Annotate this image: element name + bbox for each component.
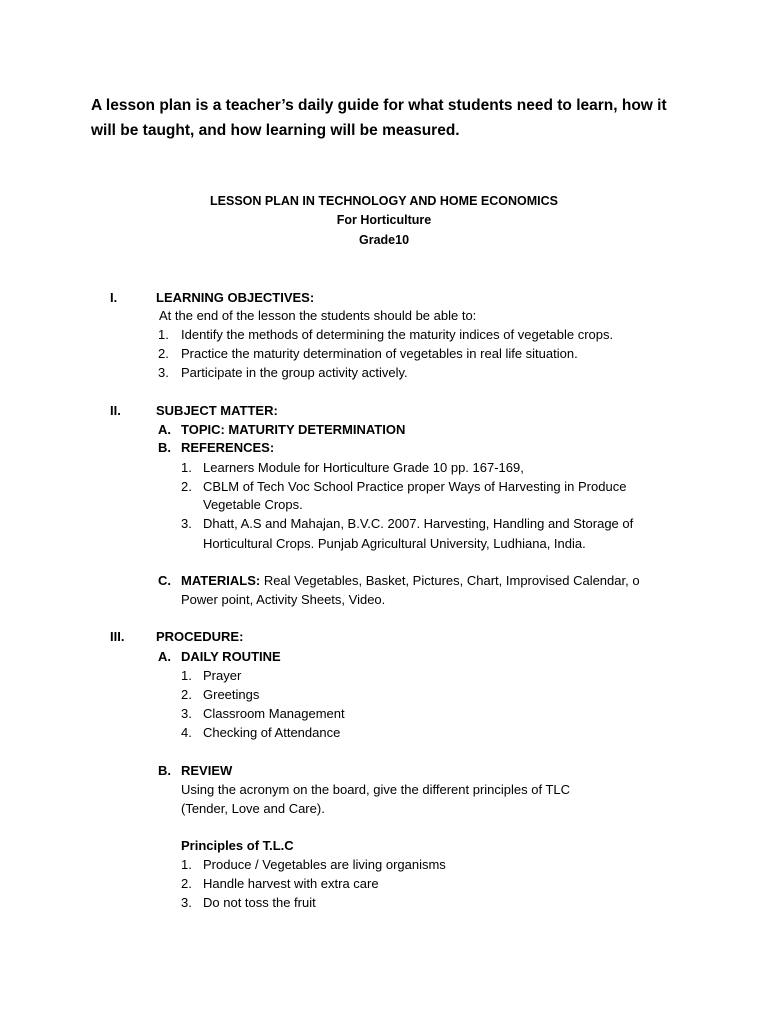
routine-number: 2. — [181, 687, 192, 702]
routine-number: 3. — [181, 706, 192, 721]
section-1-intro: At the end of the lesson the students should be able to: — [159, 308, 477, 323]
reference-item: Learners Module for Horticulture Grade 10 pp. 167-169, — [203, 460, 524, 475]
objective-number: 1. — [158, 327, 169, 342]
principle-number: 1. — [181, 857, 192, 872]
review-heading: REVIEW — [181, 763, 233, 778]
topic-label: TOPIC: MATURITY DETERMINATION — [181, 422, 406, 437]
intro-paragraph: A lesson plan is a teacher’s daily guide for what students need to learn, how it will be taught, and how learning will be measured. — [91, 97, 667, 139]
document-grade: Grade10 — [358, 233, 410, 247]
section-3-numeral: III. — [110, 629, 125, 644]
subsection-b-letter: B. — [158, 763, 171, 778]
section-2-heading: SUBJECT MATTER: — [156, 403, 278, 418]
principle-item: Handle harvest with extra care — [203, 876, 379, 891]
section-1-numeral: I. — [110, 290, 118, 305]
objective-item: Practice the maturity determination of vegetables in real life situation. — [181, 346, 578, 361]
subsection-b-letter: B. — [158, 440, 171, 455]
objective-item: Participate in the group activity actively. — [181, 365, 408, 380]
reference-item-continued: Horticultural Crops. Punjab Agricultural University, Ludhiana, India. — [203, 536, 586, 551]
section-2-numeral: II. — [110, 403, 121, 418]
subsection-a-letter: A. — [158, 649, 171, 664]
references-heading: REFERENCES: — [181, 440, 275, 455]
reference-number: 1. — [181, 460, 192, 475]
routine-number: 4. — [181, 725, 192, 740]
objective-item: Identify the methods of determining the maturity indices of vegetable crops. — [181, 327, 614, 342]
principle-number: 3. — [181, 895, 192, 910]
daily-routine-heading: DAILY ROUTINE — [181, 649, 281, 664]
materials-label: MATERIALS: — [181, 573, 261, 588]
routine-item: Prayer — [203, 668, 242, 683]
principle-item: Produce / Vegetables are living organisms — [203, 857, 446, 872]
objective-number: 3. — [158, 365, 169, 380]
routine-item: Greetings — [203, 687, 260, 702]
document-subtitle: For Horticulture — [336, 213, 432, 227]
reference-item: CBLM of Tech Voc School Practice proper Ways of Harvesting in Produce — [203, 479, 627, 494]
materials-line — [181, 571, 640, 590]
routine-item: Checking of Attendance — [203, 725, 341, 740]
subsection-c-letter: C. — [158, 573, 171, 588]
materials-text: Real Vegetables, Basket, Pictures, Chart, Improvised Calendar, o — [260, 573, 640, 588]
review-text-continued: (Tender, Love and Care). — [181, 801, 325, 816]
subsection-a-letter: A. — [158, 422, 171, 437]
reference-number: 3. — [181, 516, 192, 531]
section-1-heading: LEARNING OBJECTIVES: — [156, 290, 315, 305]
document-title: LESSON PLAN IN TECHNOLOGY AND HOME ECONOMICS — [210, 194, 558, 208]
objective-number: 2. — [158, 346, 169, 361]
materials-text-continued: Power point, Activity Sheets, Video. — [181, 592, 386, 607]
principle-item: Do not toss the fruit — [203, 895, 316, 910]
routine-number: 1. — [181, 668, 192, 683]
principles-heading: Principles of T.L.C — [181, 838, 294, 853]
principle-number: 2. — [181, 876, 192, 891]
section-3-heading: PROCEDURE: — [156, 629, 244, 644]
review-text: Using the acronym on the board, give the different principles of TLC — [181, 782, 571, 797]
reference-item: Dhatt, A.S and Mahajan, B.V.C. 2007. Harvesting, Handling and Storage of — [203, 516, 634, 531]
routine-item: Classroom Management — [203, 706, 345, 721]
reference-item-continued: Vegetable Crops. — [203, 497, 303, 512]
reference-number: 2. — [181, 479, 192, 494]
